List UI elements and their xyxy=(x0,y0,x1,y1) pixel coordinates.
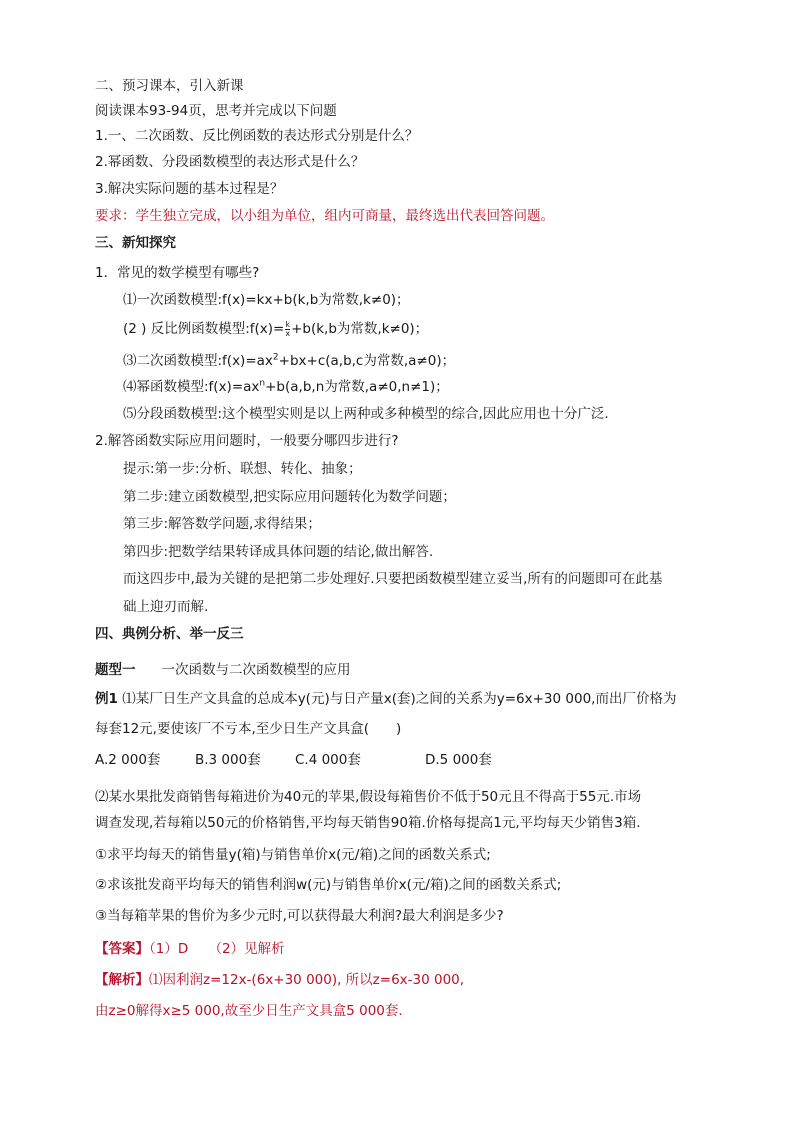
sub-question-1: ①求平均每天的销售量y(箱)与销售单价x(元/箱)之间的函数关系式; xyxy=(95,847,491,863)
model-inverse-fraction xyxy=(285,321,290,338)
problem-2-line-1: ⑵某水果批发商销售每箱进价为40元的苹果,假设每箱售价不低于50元且不得高于55元.市场 xyxy=(95,789,642,805)
model-piecewise: ⑸分段函数模型:这个模型实则是以上两种或多种模型的综合,因此应用也十分广泛. xyxy=(123,406,609,422)
option-a: A.2 000套 xyxy=(95,752,161,768)
answer-options xyxy=(95,751,525,769)
option-b: B.3 000套 xyxy=(195,752,261,768)
step-3: 第三步:解答数学问题,求得结果； xyxy=(123,516,321,532)
step-1: 提示:第一步:分析、联想、转化、抽象； xyxy=(123,461,362,477)
example-1-line-2: 每套12元,要使该厂不亏本,至少日生产文具盒( ) xyxy=(95,721,402,737)
question-3: 3.解决实际问题的基本过程是？ xyxy=(95,181,284,197)
model-power xyxy=(123,378,449,396)
key-step-note-cont: 础上迎刃而解. xyxy=(123,599,209,615)
section3-question-2: 2.解答函数实际应用问题时，一般要分哪四步进行? xyxy=(95,433,399,449)
section2-title: 二、预习课本，引入新课 xyxy=(95,78,244,94)
analysis-line xyxy=(95,971,464,989)
fraction-denominator: x xyxy=(285,328,291,338)
section3-title: 三、新知探究 xyxy=(95,235,176,251)
analysis-line-2: 由z≥0解得x≥5 000,故至少日生产文具盒5 000套. xyxy=(95,1003,403,1019)
section4-title: 四、典例分析、举一反三 xyxy=(95,626,244,642)
question-1: 1.一、二次函数、反比例函数的表达形式分别是什么？ xyxy=(95,128,419,144)
key-step-note: 而这四步中,最为关键的是把第二步处理好.只要把函数模型建立妥当,所有的问题即可在此基 xyxy=(123,571,663,587)
sub-question-3: ③当每箱苹果的售价为多少元时,可以获得最大利润?最大利润是多少? xyxy=(95,908,504,924)
model-inverse-prefix: (2 ) 反比例函数模型:f(x)= xyxy=(123,321,285,337)
example-label: 例1 xyxy=(95,691,118,707)
problem-type-text: 一次函数与二次函数模型的应用 xyxy=(161,662,351,678)
option-c: C.4 000套 xyxy=(295,752,361,768)
step-4: 第四步:把数学结果转译成具体问题的结论,做出解答. xyxy=(123,544,434,560)
answer-label: 【答案】 xyxy=(95,941,149,957)
example-1-text: ⑴某厂日生产文具盒的总成本y(元)与日产量x(套)之间的关系为y=6x+30 000,而出厂价格为 xyxy=(117,691,677,707)
question-2: 2.幂函数、分段函数模型的表达形式是什么？ xyxy=(95,154,365,170)
model-inverse xyxy=(123,320,428,338)
option-d: D.5 000套 xyxy=(425,752,492,768)
example-1-line-1 xyxy=(95,690,676,708)
model-inverse-suffix: +b(k,b为常数,k≠0)； xyxy=(291,321,429,337)
answer-text: （1）D （2）见解析 xyxy=(149,941,285,957)
section3-question-1: 1．常见的数学模型有哪些? xyxy=(95,265,260,281)
model-quadratic-suffix: +bx+c(a,b,c为常数,a≠0)； xyxy=(278,353,456,369)
fraction-numerator: k xyxy=(285,319,291,329)
analysis-text: ⑴因利润z=12x-(6x+30 000), 所以z=6x-30 000, xyxy=(149,972,465,988)
model-linear: ⑴一次函数模型:f(x)=kx+b(k,b为常数,k≠0)； xyxy=(123,292,410,308)
model-quadratic-prefix: ⑶二次函数模型:f(x)=ax xyxy=(123,353,273,369)
section2-intro: 阅读课本93-94页，思考并完成以下问题 xyxy=(95,103,337,119)
answer-line xyxy=(95,940,285,958)
problem-2-line-2: 调查发现,若每箱以50元的价格销售,平均每天销售90箱.价格每提高1元,平均每天少销售3箱. xyxy=(95,815,641,831)
problem-type-label: 题型一 xyxy=(95,662,136,678)
analysis-label: 【解析】 xyxy=(95,972,149,988)
model-quadratic xyxy=(123,352,455,370)
step-2: 第二步:建立函数模型,把实际应用问题转化为数学问题； xyxy=(123,489,456,505)
model-power-prefix: ⑷幂函数模型:f(x)=ax xyxy=(123,379,260,395)
exponent-n: n xyxy=(259,378,266,389)
model-power-suffix: +b(a,b,n为常数,a≠0,n≠1)； xyxy=(265,379,449,395)
requirement-note: 要求：学生独立完成，以小组为单位，组内可商量，最终选出代表回答问题。 xyxy=(95,208,554,224)
sub-question-2: ②求该批发商平均每天的销售利润w(元)与销售单价x(元/箱)之间的函数关系式; xyxy=(95,877,562,893)
exponent-2: 2 xyxy=(272,352,279,363)
problem-type-heading xyxy=(95,661,351,679)
